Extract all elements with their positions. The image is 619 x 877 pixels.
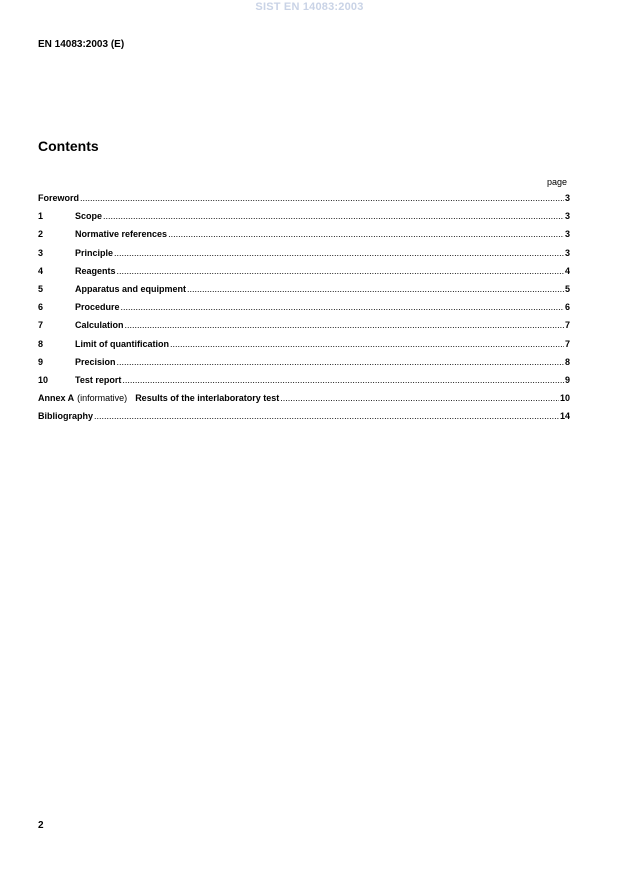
toc-leader-dots	[103, 211, 564, 221]
toc-entry-page: 8	[564, 356, 570, 367]
toc-leader-dots	[117, 266, 564, 276]
toc-entry-calculation[interactable]	[38, 320, 570, 338]
toc-entry-procedure[interactable]	[38, 302, 570, 320]
toc-entry-precision[interactable]	[38, 357, 570, 375]
toc-entry-page: 6	[564, 302, 570, 313]
toc-entry-title: Precision	[75, 356, 116, 367]
document-id: EN 14083:2003 (E)	[38, 39, 125, 50]
toc-entry-test-report[interactable]	[38, 375, 570, 393]
toc-entry-title: Normative references	[75, 229, 168, 240]
toc-entry-page: 3	[564, 229, 570, 240]
toc-entry-number: 6	[38, 302, 44, 313]
contents-heading: Contents	[38, 138, 99, 154]
toc-entry-page: 4	[564, 265, 570, 276]
toc-entry-limit-of-quantification[interactable]	[38, 339, 570, 357]
toc-entry-scope[interactable]	[38, 211, 570, 229]
toc-entry-bibliography[interactable]	[38, 411, 570, 429]
toc-leader-dots	[80, 193, 564, 203]
toc-entry-number: 5	[38, 283, 44, 294]
toc-entry-title: Test report	[75, 374, 122, 385]
toc-entry-number: 2	[38, 229, 44, 240]
page-number: 2	[38, 820, 44, 831]
toc-entry-page: 3	[564, 247, 570, 258]
toc-entry-page: 9	[564, 374, 570, 385]
toc-entry-title: Principle	[75, 247, 114, 258]
toc-annex-title: Results of the interlaboratory test	[135, 393, 280, 404]
toc-entry-number: 3	[38, 247, 44, 258]
toc-entry-number: 7	[38, 320, 44, 331]
toc-entry-foreword[interactable]	[38, 193, 570, 211]
toc-entry-title: Reagents	[75, 265, 116, 276]
toc-annex-qualifier: (informative)	[77, 393, 128, 404]
toc-entry-apparatus-and-equipment[interactable]	[38, 284, 570, 302]
toc-entry-principle[interactable]	[38, 248, 570, 266]
table-of-contents	[38, 193, 570, 429]
toc-entry-title: Limit of quantification	[75, 338, 169, 349]
toc-entry-title: Procedure	[75, 302, 120, 313]
toc-entry-number: 8	[38, 338, 44, 349]
toc-entry-page: 3	[564, 193, 570, 203]
toc-leader-dots	[122, 375, 564, 385]
toc-entry-page: 7	[564, 338, 570, 349]
watermark: SIST EN 14083:2003	[255, 1, 364, 13]
toc-entry-title: Foreword	[38, 193, 80, 203]
page-column-label: page	[546, 177, 567, 187]
toc-entry-number: 9	[38, 356, 44, 367]
toc-leader-dots	[125, 320, 564, 330]
toc-entry-title: Scope	[75, 211, 103, 222]
toc-entry-number: 10	[38, 374, 49, 385]
toc-entry-page: 10	[559, 393, 570, 404]
toc-entry-title: Calculation	[75, 320, 124, 331]
toc-entry-title: Apparatus and equipment	[75, 283, 187, 294]
toc-entry-annex-a[interactable]	[38, 393, 570, 411]
toc-entry-number: 1	[38, 211, 44, 222]
toc-entry-page: 7	[564, 320, 570, 331]
toc-entry-number: 4	[38, 265, 44, 276]
toc-entry-title: Bibliography	[38, 411, 94, 422]
toc-leader-dots	[121, 302, 564, 312]
toc-leader-dots	[170, 339, 564, 349]
toc-entry-page: 3	[564, 211, 570, 222]
toc-entry-normative-references[interactable]	[38, 229, 570, 247]
toc-leader-dots	[280, 393, 559, 403]
toc-entry-reagents[interactable]	[38, 266, 570, 284]
toc-leader-dots	[117, 357, 564, 367]
toc-leader-dots	[114, 248, 564, 258]
toc-leader-dots	[168, 229, 564, 239]
toc-annex-label: Annex A	[38, 393, 75, 404]
toc-entry-page: 5	[564, 283, 570, 294]
toc-leader-dots	[94, 411, 559, 421]
toc-leader-dots	[187, 284, 564, 294]
toc-entry-page: 14	[559, 411, 570, 422]
